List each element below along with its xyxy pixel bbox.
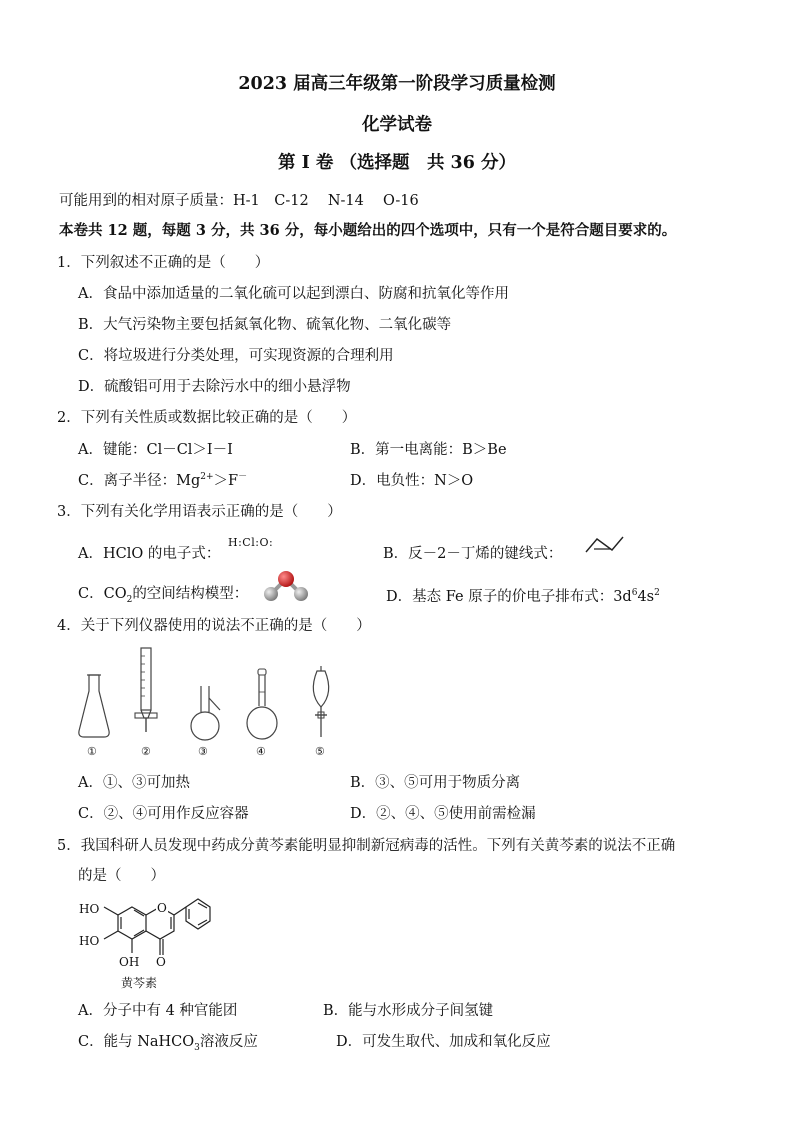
- conical-flask-image: [76, 665, 112, 740]
- q1-option-a: A．食品中添加适量的二氧化硫可以起到漂白、防腐和抗氧化等作用: [78, 286, 509, 302]
- q4-option-d: D．②、④、⑤使用前需检漏: [350, 806, 536, 822]
- q5-option-d: D．可发生取代、加成和氧化反应: [336, 1034, 551, 1050]
- q4-stem: 4．关于下列仪器使用的说法不正确的是（ ）: [57, 618, 371, 634]
- co2-ball-model-image: [262, 569, 310, 603]
- ho-label-2: HO: [79, 934, 100, 948]
- q5-stem-line1: 5．我国科研人员发现中药成分黄芩素能明显抑制新冠病毒的活性。下列有关黄芩素的说法不正确: [57, 838, 676, 854]
- q1-option-d: D．硫酸铝可用于去除污水中的细小悬浮物: [78, 379, 351, 395]
- q4-option-b: B．③、⑤可用于物质分离: [350, 775, 521, 791]
- q3-option-a: A．HClO 的电子式：: [78, 546, 221, 562]
- q3-option-c: C．$CO_2$的空间结构模型：: [78, 586, 249, 605]
- exam-title: 2023 届高三年级第一阶段学习质量检测: [238, 74, 556, 94]
- q5-option-c: C．能与 NaHCO$_3$溶液反应: [78, 1034, 258, 1053]
- baicalein-caption: 黄芩素: [121, 976, 158, 990]
- q5-option-a: A．分子中有 4 种官能团: [78, 1003, 238, 1019]
- q2-option-a: A．键能：Cl－Cl＞I－I: [78, 442, 233, 458]
- q4-option-c: C．②、④可用作反应容器: [78, 806, 249, 822]
- q3-stem: 3．下列有关化学用语表示正确的是（ ）: [57, 504, 342, 520]
- q4-option-a: A．①、③可加热: [78, 775, 190, 791]
- q2-option-c: C．离子半径：$Mg^{2+}>F^-$: [78, 472, 248, 489]
- subject-title: 化学试卷: [362, 115, 432, 135]
- section-title: 第 I 卷 （选择题 共 36 分）: [277, 153, 516, 173]
- instructions: 本卷共 12 题，每题 3 分，共 36 分，每小题给出的四个选项中，只有一个是符合题目要求的。: [59, 222, 677, 239]
- q2-option-b: B．第一电离能：B＞Be: [350, 442, 507, 458]
- q5-option-b: B．能与水形成分子间氢键: [323, 1003, 494, 1019]
- burette-image: [132, 646, 160, 742]
- apparatus-label-4: ④: [256, 745, 266, 758]
- distillation-flask-image: [188, 684, 222, 742]
- volumetric-flask-image: [245, 668, 279, 742]
- q1-option-c: C．将垃圾进行分类处理，可实现资源的合理利用: [78, 348, 394, 364]
- q3-option-d: D．基态 Fe 原子的价电子排布式：$3d^64s^2$: [386, 588, 660, 605]
- apparatus-label-3: ③: [198, 745, 208, 758]
- q5-stem-line2: 的是（ ）: [78, 868, 165, 884]
- keto-oxygen-label: O: [156, 955, 166, 969]
- q3-option-b: B．反－2－丁烯的键线式：: [383, 546, 563, 562]
- q2-option-d: D．电负性：N＞O: [350, 473, 474, 489]
- apparatus-label-2: ②: [141, 745, 151, 758]
- ring-oxygen-label: O: [157, 901, 167, 915]
- atomic-masses: 可能用到的相对原子质量：H-1 C-12 N-14 O-16: [59, 193, 419, 209]
- apparatus-label-5: ⑤: [315, 745, 325, 758]
- q1-option-b: B．大气污染物主要包括氮氧化物、硫氧化物、二氧化碳等: [78, 317, 452, 333]
- hclo-electron-formula: H:Cl:O:: [228, 536, 274, 549]
- trans-2-butene-skeletal-formula: [584, 533, 626, 555]
- q2-stem: 2．下列有关性质或数据比较正确的是（ ）: [57, 410, 357, 426]
- apparatus-label-1: ①: [87, 745, 97, 758]
- separatory-funnel-image: [305, 665, 337, 743]
- oh-label: OH: [119, 955, 140, 969]
- ho-label-1: HO: [79, 902, 100, 916]
- q1-stem: 1．下列叙述不正确的是（ ）: [57, 255, 270, 271]
